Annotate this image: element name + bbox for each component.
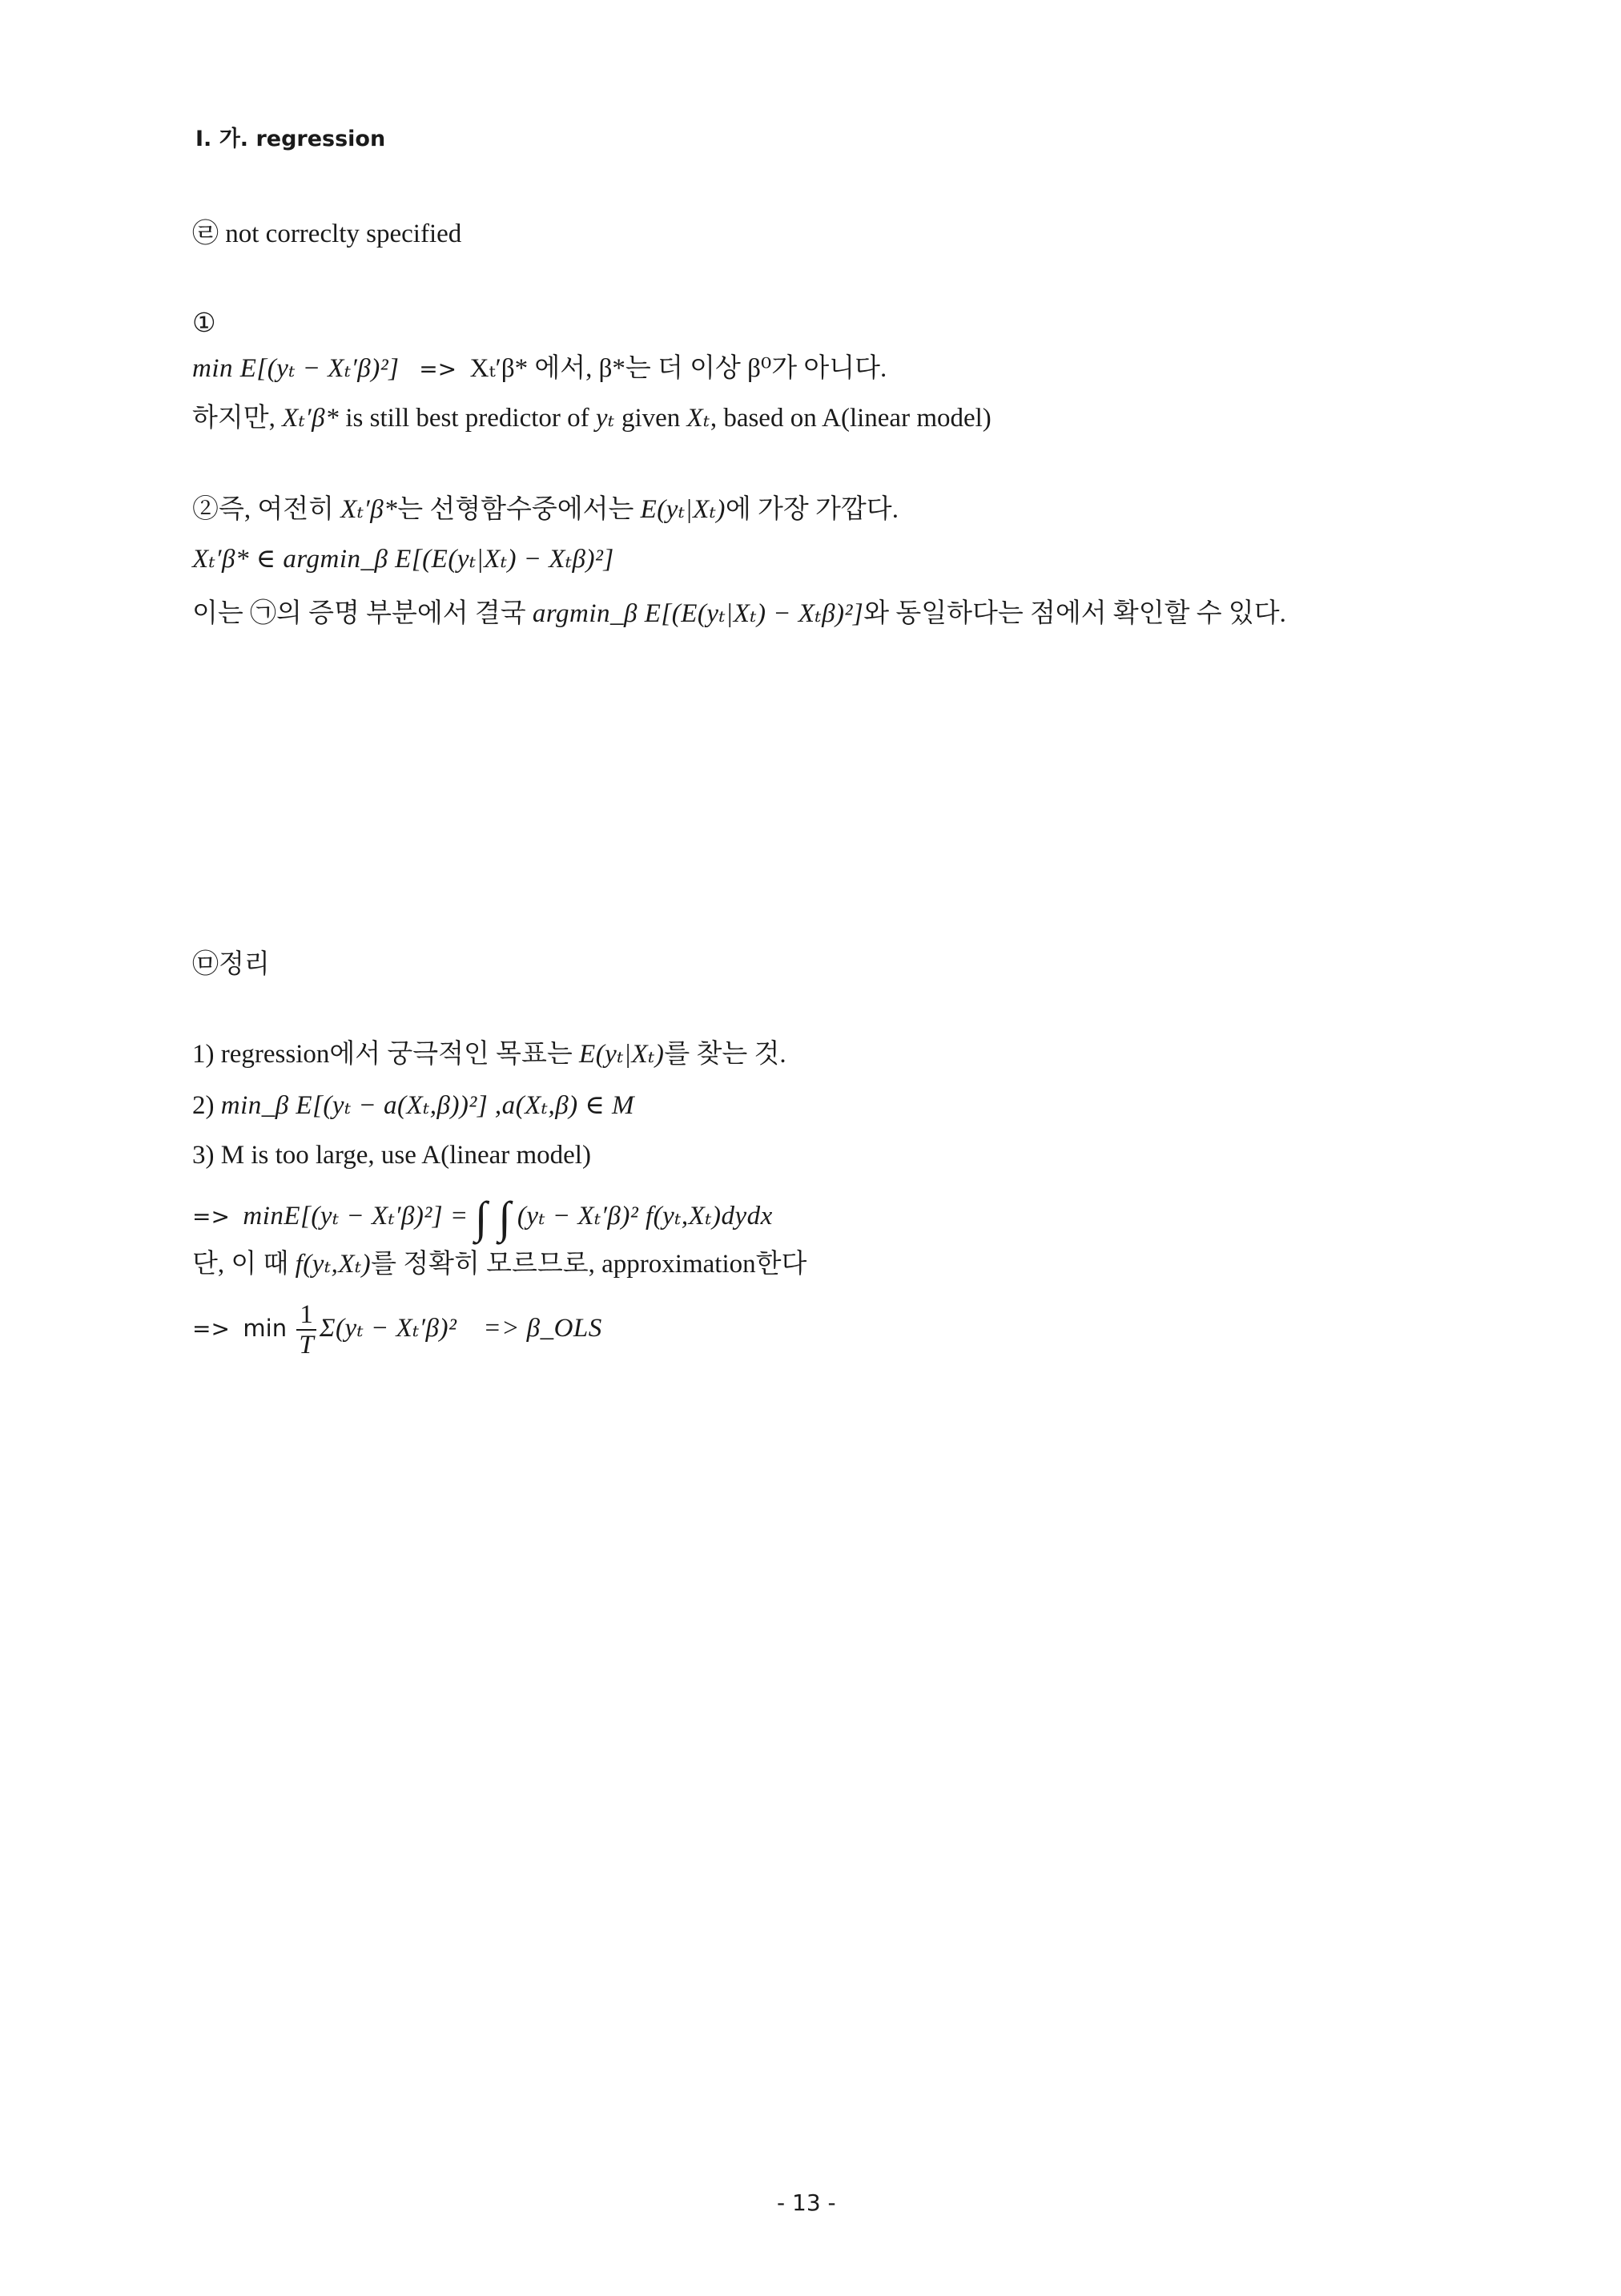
summary-5 [192,1247,806,1282]
best-predictor-formula: Xₜ′β* [282,404,340,433]
linear-projection-formula: Xₜ′β* [340,495,398,524]
item-ma-heading: ㉤정리 [192,950,270,979]
item-1-marker: ① [192,309,216,338]
text-segment: is still best predictor of [339,404,596,433]
fraction-denominator: T [299,1331,314,1360]
min-expectation-formula: minE[(yₜ − Xₜ′β)²] = [243,1202,469,1231]
text-segment: 2) [192,1091,221,1120]
text-segment: 와 동일하다는 점에서 확인할 수 있다. [863,599,1286,628]
conditional-expectation-formula: E(yₜ|Xₜ) [640,495,726,524]
text-segment: 를 찾는 것. [664,1040,786,1069]
text-segment: 이는 ㉠의 증명 부분에서 결국 [192,599,533,628]
item-2-line-1 [192,492,899,527]
implies-arrow: => [192,1203,230,1230]
ols-result: => β_OLS [483,1314,602,1343]
argmin-formula: Xₜ′β* ∈ argmin_β E[(E(yₜ|Xₜ) − Xₜβ)²] [192,545,614,574]
fraction-numerator: 1 [296,1300,316,1331]
summary-6 [192,1296,602,1361]
item-1-line-1 [192,351,887,387]
joint-density-formula: f(yₜ,Xₜ) [295,1250,372,1279]
item-2-line-3 [192,596,1286,631]
text-segment: given [614,404,687,433]
min-expectation-formula: min E[(yₜ − Xₜ′β)²] [192,354,400,383]
implies-arrow: => [192,1315,230,1342]
sum-of-squares-formula: Σ(yₜ − Xₜ′β)² [319,1314,457,1343]
page-number: - 13 - [777,2189,836,2216]
min-label: min [243,1315,288,1342]
minimization-formula: min_β E[(yₜ − a(Xₜ,β))²] ,a(Xₜ,β) ∈ M [220,1091,635,1120]
text-segment: 는 선형함수중에서는 [397,495,641,524]
x-t-variable: Xₜ [686,404,710,433]
text-segment: ②즉, 여전히 [192,495,341,524]
fraction-one-over-t [296,1300,316,1359]
summary-1 [192,1037,786,1072]
conditional-expectation-formula: E(yₜ|Xₜ) [579,1040,665,1069]
item-1-line-2 [192,401,992,436]
integrand-formula: (yₜ − Xₜ′β)² f(yₜ,Xₜ)dydx [517,1202,773,1231]
section-heading: Ⅰ. 가. regression [195,127,386,151]
implies-arrow: => [419,356,457,382]
text-segment: 에 가장 가깝다. [725,495,899,524]
summary-3: 3) M is too large, use A(linear model) [192,1141,591,1170]
item-ra: ㉣ not correclty specified [192,220,462,248]
item-1-line-1-rest: Xₜ′β* 에서, β*는 더 이상 β⁰가 아니다. [469,354,887,383]
text-segment: , based on A(linear model) [710,404,992,433]
double-integral-symbol: ∫ ∫ [474,1193,511,1243]
text-segment: 1) regression에서 궁극적인 목표는 [192,1040,580,1069]
text-segment: 하지만, [192,404,283,433]
y-t-variable: yₜ [595,404,615,433]
summary-4 [192,1192,773,1242]
text-segment: 단, 이 때 [192,1250,296,1279]
text-segment: 를 정확히 모르므로, approximation한다 [371,1250,807,1279]
summary-2 [192,1088,634,1123]
argmin-formula-inline: argmin_β E[(E(yₜ|Xₜ) − Xₜβ)²] [532,599,864,628]
